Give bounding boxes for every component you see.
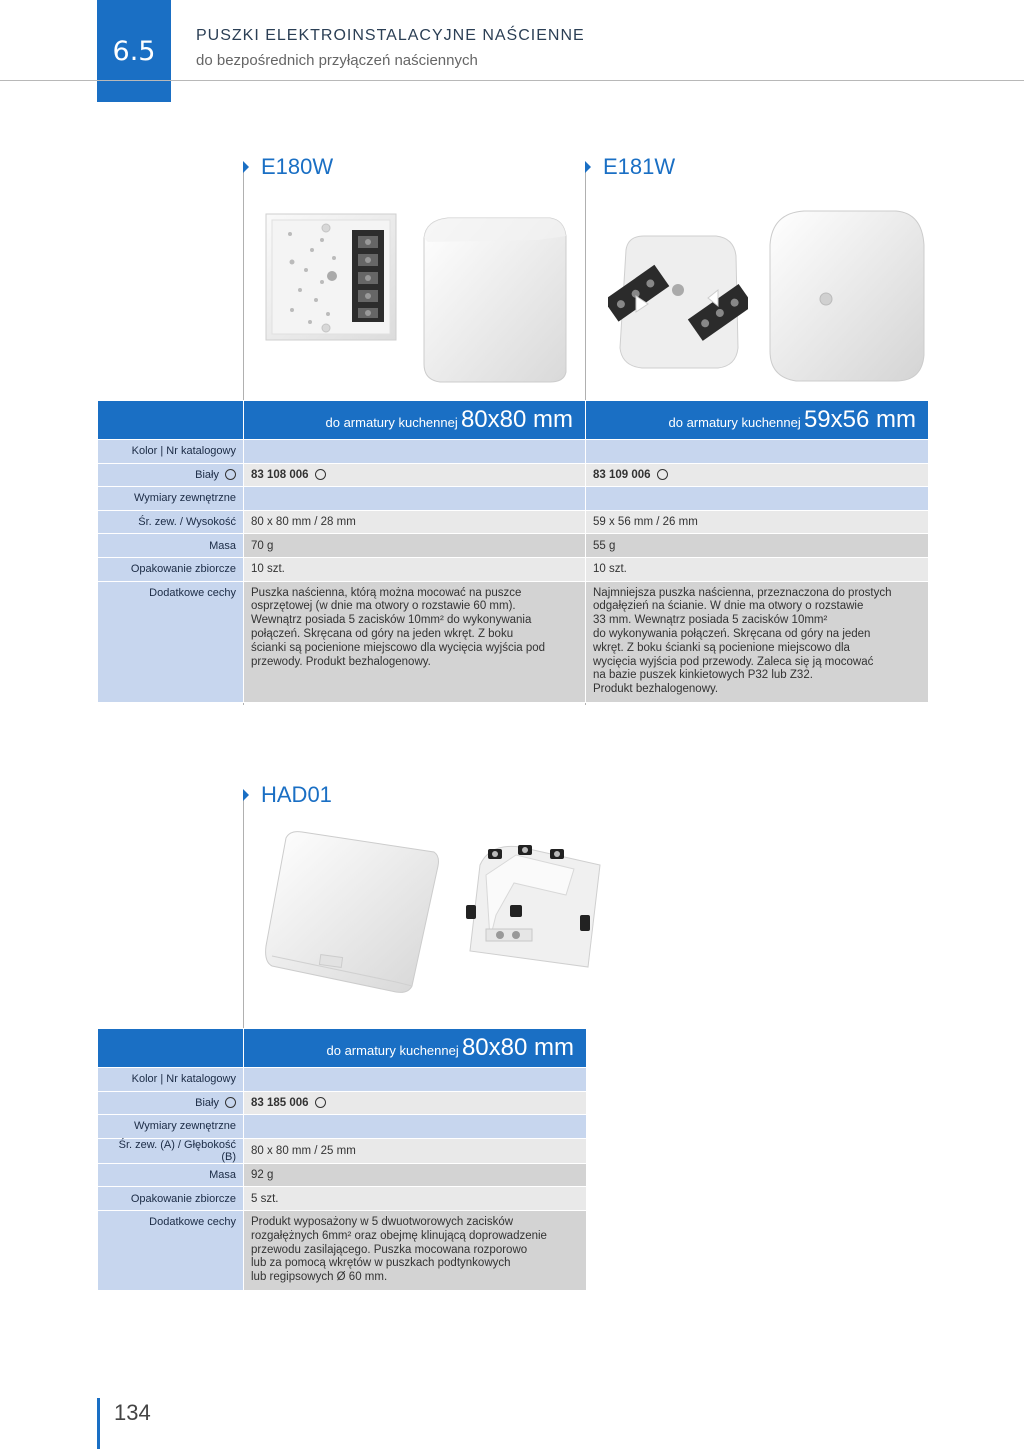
table-row (98, 1163, 587, 1187)
description-e181w: Najmniejsza puszka naścienna, przeznaczona do prostych odgałęzień na ścianie. W dnie ma otwory o rozstawie 33 mm. Wewnątrz posiada 5 zacisków 10mm² do wykonywania połączeń. Skręcana od góry na jeden wkręt. Z boku ścianki są pocienione miejscowo dla wycięcia wyjścia pod przewody. Zaleca się ją mocować na bazie puszek kinkietowych P32 lub Z32. Produkt bezhalogenowy. (586, 581, 929, 702)
triangle-marker-icon (585, 161, 591, 173)
circle-marker-icon (225, 1097, 236, 1108)
row-label-kolor: Kolor | Nr katalogowy (98, 440, 244, 464)
section-number-box (97, 0, 171, 102)
table-row (98, 1068, 587, 1092)
row-label-masa: Masa (98, 534, 244, 558)
spec-table-e180w-e181w (97, 400, 929, 703)
table-header-row (98, 1029, 587, 1068)
row-label-dimensions: Śr. zew. (A) / Głębokość (B) (98, 1138, 244, 1163)
table-row (98, 1138, 587, 1163)
row-label-opakowanie: Opakowanie zbiorcze (98, 557, 244, 581)
row-label-bialy: Biały (98, 463, 244, 487)
e181w-closed-box-image (766, 205, 928, 385)
table-row (98, 487, 929, 511)
header-cell-e180w: do armatury kuchennej 80x80 mm (244, 401, 586, 440)
section-title: PUSZKI ELEKTROINSTALACYJNE NAŚCIENNE (196, 27, 585, 44)
page-number-bar (97, 1398, 100, 1449)
description-e180w: Puszka naścienna, którą można mocować na puszce osprzętowej (w dnie ma otwory o rozstawie 60 mm). Wewnątrz posiada 5 zacisków 10mm² do wykonywania połączeń. Skręcana od góry na jeden wkręt. Z boku ścianki są pocienione miejscowo dla wycięcia wyjścia pod przewody. Produkt bezhalogenowy. (244, 581, 586, 702)
catalog-number: 83 185 006 (251, 1096, 309, 1109)
package-value: 10 szt. (586, 557, 929, 581)
circle-marker-icon (657, 469, 668, 480)
header-cell-had01: do armatury kuchennej 80x80 mm (244, 1029, 587, 1068)
e180w-closed-box-image (418, 212, 570, 387)
table-row (98, 557, 929, 581)
row-label-opakowanie: Opakowanie zbiorcze (98, 1187, 244, 1211)
product-title-e181w: E181W (585, 154, 675, 180)
table-row (98, 1091, 587, 1115)
circle-marker-icon (315, 469, 326, 480)
dimensions-value: 59 x 56 mm / 26 mm (586, 510, 929, 534)
circle-marker-icon (225, 469, 236, 480)
package-value: 10 szt. (244, 557, 586, 581)
section-number: 6.5 (112, 35, 156, 67)
row-label-kolor: Kolor | Nr katalogowy (98, 1068, 244, 1092)
row-label-dimensions: Śr. zew. / Wysokość (98, 510, 244, 534)
dimensions-value: 80 x 80 mm / 25 mm (244, 1138, 587, 1163)
table-row (98, 440, 929, 464)
row-label-dodatkowe: Dodatkowe cechy (98, 1210, 244, 1290)
row-label-masa: Masa (98, 1163, 244, 1187)
dimensions-value: 80 x 80 mm / 28 mm (244, 510, 586, 534)
row-label-wymiary: Wymiary zewnętrzne (98, 1115, 244, 1139)
description-had01: Produkt wyposażony w 5 dwuotworowych zacisków rozgałężnych 6mm² oraz obejmę klinującą doprowadzenie przewodu zasilającego. Puszka mocowana rozporowo lub za pomocą wkrętów w puszkach podtynkowych lub regipsowych Ø 60 mm. (244, 1210, 587, 1290)
row-label-bialy: Biały (98, 1091, 244, 1115)
section-subtitle: do bezpośrednich przyłączeń naściennych (196, 52, 478, 69)
product-title-had01: HAD01 (243, 782, 332, 808)
mass-value: 92 g (244, 1163, 587, 1187)
table-row (98, 534, 929, 558)
table-row (98, 510, 929, 534)
had01-open-box-image (450, 835, 612, 985)
row-label-dodatkowe: Dodatkowe cechy (98, 581, 244, 702)
table-row (98, 1115, 587, 1139)
catalog-number: 83 108 006 (251, 468, 309, 481)
table-row (98, 1187, 587, 1211)
catalog-number: 83 109 006 (593, 468, 651, 481)
triangle-marker-icon (243, 789, 249, 801)
mass-value: 70 g (244, 534, 586, 558)
table-row (98, 581, 929, 702)
table-header-row (98, 401, 929, 440)
header-cell-e181w: do armatury kuchennej 59x56 mm (586, 401, 929, 440)
product-title-e180w: E180W (243, 154, 333, 180)
header-divider (0, 80, 1024, 81)
row-label-wymiary: Wymiary zewnętrzne (98, 487, 244, 511)
table-row (98, 463, 929, 487)
circle-marker-icon (315, 1097, 326, 1108)
page-number: 134 (114, 1400, 151, 1425)
e181w-open-box-image (608, 230, 748, 380)
table-row (98, 1210, 587, 1290)
had01-closed-box-image (262, 826, 442, 996)
package-value: 5 szt. (244, 1187, 587, 1211)
mass-value: 55 g (586, 534, 929, 558)
e180w-open-box-image (262, 210, 402, 345)
spec-table-had01 (97, 1028, 587, 1291)
triangle-marker-icon (243, 161, 249, 173)
